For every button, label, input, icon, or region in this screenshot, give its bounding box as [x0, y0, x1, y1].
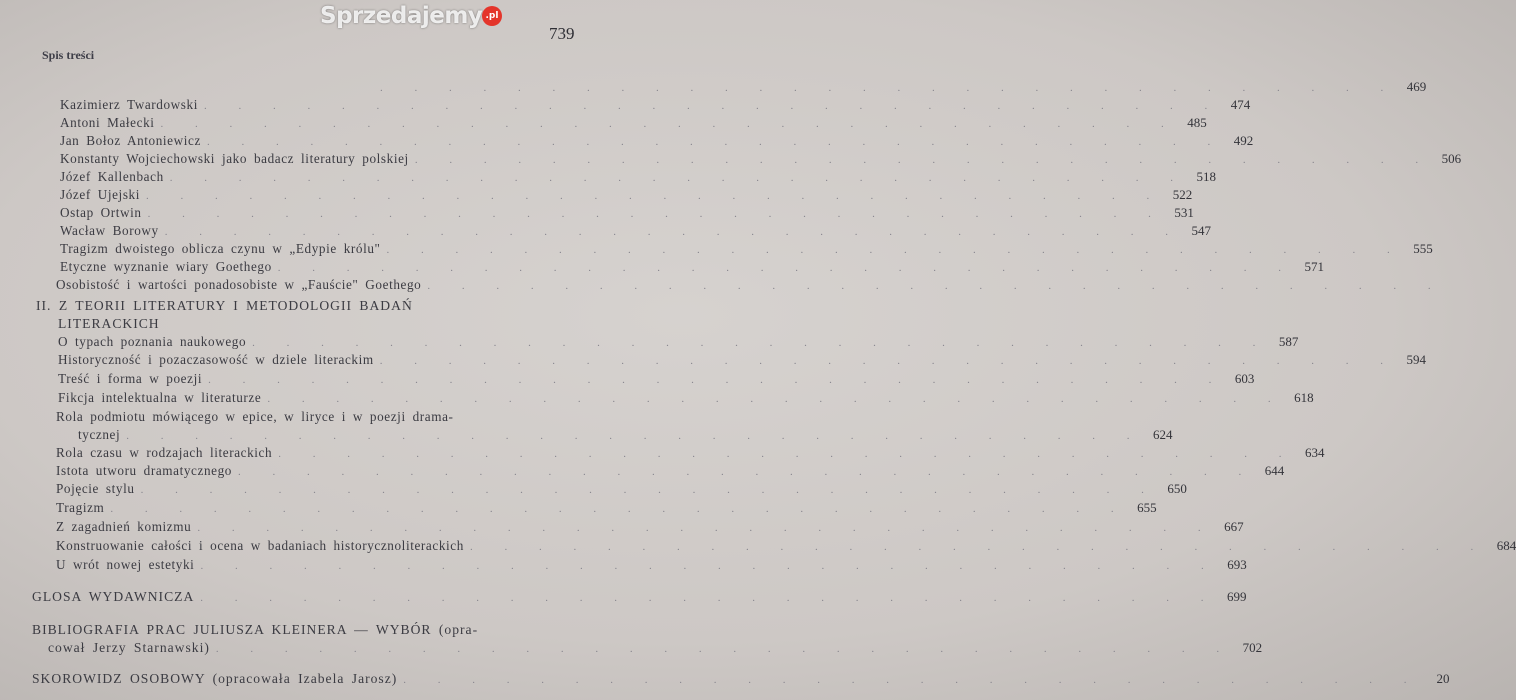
entry-title: SKOROWIDZ OSOBOWY (opracowała Izabela Jarosz): [32, 671, 398, 686]
entry-page-number: 474: [1230, 97, 1251, 112]
entry-page-number: 518: [1196, 169, 1217, 184]
entry-page-number: 469: [1406, 79, 1427, 94]
entry-title: Osobistość i wartości ponadosobiste w „Fauście" Goethego: [56, 277, 422, 292]
toc-entry: [0, 370, 1255, 388]
dot-leader: . . . . . . . . . . . . . . . . . . . . . . . . . . . . . .: [126, 430, 1143, 442]
toc-entry: [0, 408, 585, 426]
toc-entry: [0, 222, 1211, 240]
dot-leader: . . . . . . . . . . . . . . . . . . . . . . . . . . . . . .: [206, 136, 1224, 148]
dot-leader: . . . . . . . . . . . . . . . . . . . . . . . . . . . . . .: [379, 355, 1396, 367]
dot-leader: . . . . . . . . . . . . . . . . . . . . . . . . . . . . . .: [277, 262, 1295, 274]
toc-entry: [0, 556, 1247, 574]
entry-page-number: 506: [1441, 151, 1462, 166]
entry-title: Treść i forma w poezji: [58, 371, 203, 386]
toc-entry: [0, 444, 1325, 462]
entry-page-number: 547: [1191, 223, 1211, 238]
entry-title: Z zagadnień komizmu: [56, 519, 192, 534]
entry-page-number: 603: [1234, 371, 1255, 386]
dot-leader: . . . . . . . . . . . . . . . . . . . . . . . . . . . . . .: [215, 643, 1233, 655]
entry-page-number: 684: [1496, 538, 1516, 553]
entry-title: Wacław Borowy: [60, 223, 159, 238]
entry-title: Fikcja intelektualna w literaturze: [58, 390, 262, 405]
entry-page-number: 594: [1406, 352, 1426, 367]
dot-leader: . . . . . . . . . . . . . . . . . . . . . . . . . . . . . .: [427, 280, 1444, 292]
entry-title: U wrót nowej estetyki: [56, 557, 195, 572]
toc-entry: [0, 186, 1193, 204]
entry-page-number: 618: [1294, 390, 1314, 405]
entry-page-number: 531: [1174, 205, 1194, 220]
toc-entry: [0, 499, 1157, 517]
dot-leader: . . . . . . . . . . . . . . . . . . . . . . . . . . . . . .: [160, 118, 1177, 130]
dot-leader: . . . . . . . . . . . . . . . . . . . . . . . . . . . . . .: [164, 226, 1181, 238]
toc-entry: [0, 518, 1244, 536]
dot-leader: . . . . . . . . . . . . . . . . . . . . . . . . . . . . . .: [203, 100, 1221, 112]
section-heading-continued: LITERACKICH: [58, 316, 160, 331]
entry-title: O typach poznania naukowego: [58, 334, 247, 349]
entry-page-number: 624: [1153, 427, 1173, 442]
entry-title: cował Jerzy Starnawski): [48, 640, 210, 655]
dot-leader: . . . . . . . . . . . . . . . . . . . . . . . . . . . . . .: [200, 560, 1217, 572]
toc-entry: [0, 588, 1247, 606]
entry-title: Konstruowanie całości i ocena w badaniach historycznoliterackich: [56, 538, 464, 553]
toc-entry: [0, 670, 1450, 688]
toc-entry: [0, 150, 1462, 168]
entry-title: Antoni Małecki: [60, 115, 155, 130]
toc-entry: [0, 276, 1444, 294]
dot-leader: . . . . . . . . . . . . . . . . . . . . . . . . . . . . . .: [197, 522, 1214, 534]
entry-title: Pojęcie stylu: [56, 481, 135, 496]
toc-entry: [0, 96, 1251, 114]
dot-leader: . . . . . . . . . . . . . . . . . . . . . . . . . . . . . .: [469, 541, 1487, 553]
dot-leader: . . . . . . . . . . . . . . . . . . . . . . . . . . . . . .: [267, 393, 1284, 405]
dot-leader: . . . . . . . . . . . . . . . . . . . . . . . . . . . . . .: [169, 172, 1187, 184]
toc-entry: [0, 240, 1433, 258]
entry-title: Historyczność i pozaczasowość w dziele literackim: [58, 352, 374, 367]
toc-entry: [0, 639, 1263, 657]
dot-leader: . . . . . . . . . . . . . . . . . . . . . . . . . . . . . .: [278, 448, 1295, 460]
dot-leader: . . . . . . . . . . . . . . . . . . . . . . . . . . . . . .: [146, 190, 1163, 202]
toc-entry: [0, 132, 1254, 150]
toc-entry: [0, 258, 1325, 276]
entry-page-number: 644: [1264, 463, 1285, 478]
dot-leader: . . . . . . . . . . . . . . . . . . . . . . . . . . . . . .: [140, 484, 1157, 496]
entry-title: tycznej: [78, 427, 121, 442]
running-header: Spis treści: [42, 48, 95, 62]
toc-entry: [0, 351, 1426, 369]
entry-title: Rola czasu w rodzajach literackich: [56, 445, 273, 460]
toc-entry: [0, 114, 1207, 132]
entry-page-number: 655: [1137, 500, 1157, 515]
entry-title: Rola podmiotu mówiącego w epice, w liryce i w poezji drama-: [56, 409, 454, 424]
entry-title: Kazimierz Twardowski: [60, 97, 198, 112]
entry-page-number: 699: [1227, 589, 1247, 604]
toc-entry: [0, 462, 1285, 480]
dot-leader: . . . . . . . . . . . . . . . . . . . . . . . . . . . . . .: [208, 374, 1225, 386]
dot-leader: . . . . . . . . . . . . . . . . . . . . . . . . . . . . . .: [238, 466, 1255, 478]
entry-page-number: 587: [1278, 334, 1299, 349]
dot-leader: . . . . . . . . . . . . . . . . . . . . . . . . . . . . . .: [380, 82, 1397, 94]
toc-entry: [0, 204, 1194, 222]
dot-leader: . . . . . . . . . . . . . . . . . . . . . . . . . . . . . .: [110, 503, 1127, 515]
toc-entry: [0, 426, 1173, 444]
watermark-badge: .pl: [482, 6, 502, 26]
page-number: 739: [549, 24, 575, 43]
dot-leader: . . . . . . . . . . . . . . . . . . . . . . . . . . . . . .: [386, 244, 1403, 256]
entry-title: Tragizm dwoistego oblicza czynu w „Edypie królu": [60, 241, 381, 256]
entry-page-number: 650: [1167, 481, 1187, 496]
entry-page-number: 522: [1172, 187, 1193, 202]
entry-page-number: 571: [1304, 259, 1325, 274]
dot-leader: . . . . . . . . . . . . . . . . . . . . . . . . . . . . . .: [414, 154, 1432, 166]
toc-entry: [0, 537, 1516, 555]
entry-page-number: 492: [1233, 133, 1254, 148]
dot-leader: . . . . . . . . . . . . . . . . . . . . . . . . . . . . . .: [147, 208, 1164, 220]
entry-title: Etyczne wyznanie wiary Goethego: [60, 259, 272, 274]
entry-title: Ostap Ortwin: [60, 205, 142, 220]
entry-page-number: 667: [1224, 519, 1244, 534]
entry-page-number: 702: [1242, 640, 1263, 655]
dot-leader: . . . . . . . . . . . . . . . . . . . . . . . . . . . . . .: [200, 592, 1217, 604]
entry-title: Konstanty Wojciechowski jako badacz literatury polskiej: [60, 151, 409, 166]
toc-entry: [0, 168, 1217, 186]
dot-leader: . . . . . . . . . . . . . . . . . . . . . . . . . . . . . .: [403, 674, 1420, 686]
entry-title: Józef Kallenbach: [60, 169, 164, 184]
toc-entry: [0, 480, 1187, 498]
entry-title: Istota utworu dramatycznego: [56, 463, 233, 478]
section-heading: II. Z TEORII LITERATURY I METODOLOGII BADAŃ: [36, 298, 413, 313]
toc-entry: [0, 78, 1427, 96]
entry-title: GLOSA WYDAWNICZA: [32, 589, 195, 604]
toc-entry: [0, 621, 585, 639]
entry-page-number: 634: [1304, 445, 1325, 460]
entry-title: BIBLIOGRAFIA PRAC JULIUSZA KLEINERA — WYBÓR (opra-: [32, 622, 479, 637]
toc-entry: [0, 389, 1314, 407]
dot-leader: . . . . . . . . . . . . . . . . . . . . . . . . . . . . . .: [252, 337, 1269, 349]
entry-title: Tragizm: [56, 500, 105, 515]
entry-page-number: 485: [1187, 115, 1207, 130]
entry-page-number: 555: [1413, 241, 1433, 256]
entry-page-number: 693: [1227, 557, 1247, 572]
toc-entry: [0, 333, 1299, 351]
watermark-logo: Sprzedajemy: [320, 3, 483, 29]
entry-title: Jan Bołoz Antoniewicz: [60, 133, 201, 148]
entry-page-number: 20: [1436, 671, 1450, 686]
entry-title: Józef Ujejski: [60, 187, 141, 202]
